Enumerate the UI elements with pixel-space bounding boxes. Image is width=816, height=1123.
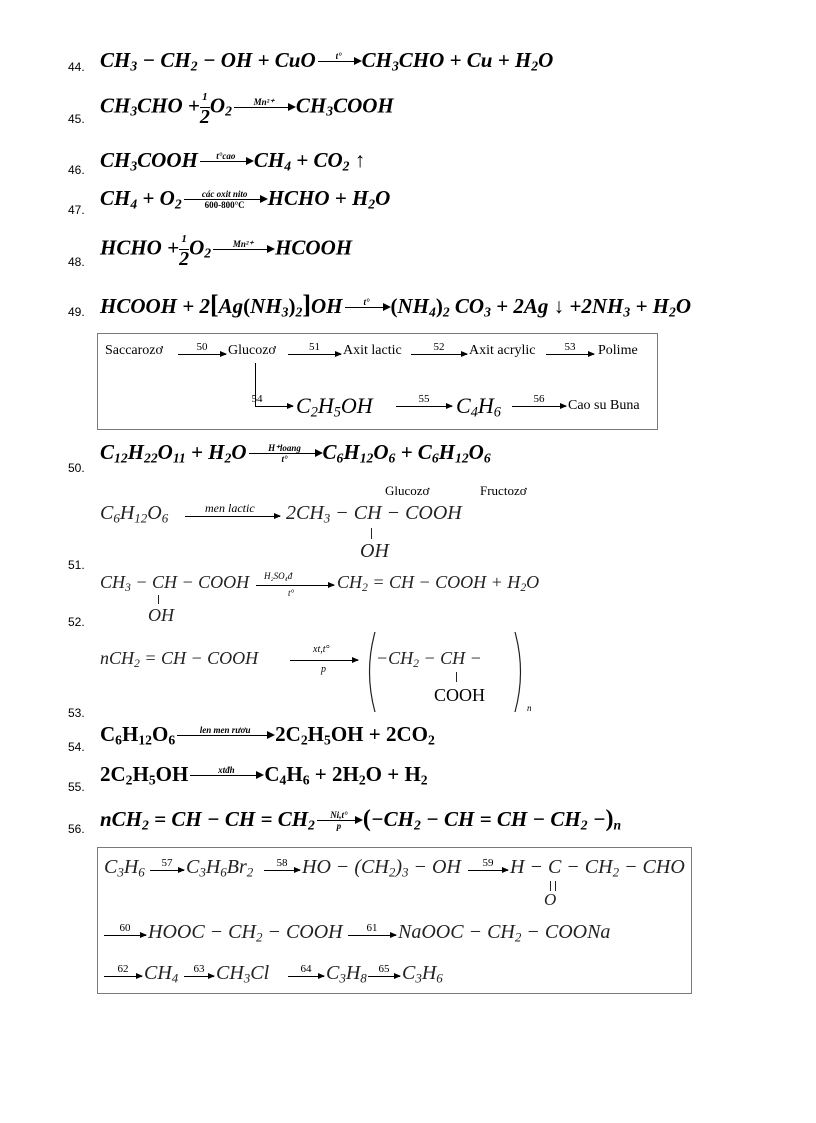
condition-label: t° [288, 588, 295, 598]
compound-cao-su-buna: Cao su Buna [568, 398, 640, 413]
line-number: 51. [68, 558, 85, 572]
step-number: 57 [161, 857, 173, 869]
condition-label: H₂SO₄đ [264, 571, 293, 581]
equation-51-b: $2CH_3$ − CH − COOH [286, 502, 462, 526]
reaction-scheme-box-2: $C_3H_6$ 57 $C_3H_6Br_2$ 58 HO − $(CH_2)_3$ − OH 59 $H - C - CH_2$ − CHO O 60 HOOC − $CH_2$ − COOH 61 NaOOC − $CH_2$ − COONa 62 $CH_4$ 63 $CH_3Cl$ 64 $C_3H_8$ 65 $C_3H_6$ [97, 847, 692, 994]
condition-label: H⁺loang [268, 443, 301, 454]
condition-label: len men rươu [199, 725, 251, 736]
condition-label: Mn²⁺ [232, 238, 254, 249]
condition-label: các oxit nito [201, 189, 248, 200]
step-number: 56 [533, 393, 545, 405]
polymer-bracket-left [362, 630, 378, 714]
step-number: 61 [366, 922, 378, 934]
reaction-scheme-box [97, 333, 658, 430]
polymer-bracket-right [512, 630, 528, 714]
cooh-group: COOH [434, 685, 486, 705]
condition-label: xtđh [218, 765, 235, 776]
condition-label: t° [363, 297, 370, 308]
label-fructozo: Fructozơ [480, 483, 527, 498]
equation-51-c: $CH_3$ − CH − COOH [100, 572, 250, 594]
equation-54: $C_6H_{12}O_6$ len men rươu $2C_2H_5OH + 2CO_2$ [100, 722, 435, 748]
line-number: 56. [68, 822, 85, 836]
line-number: 50. [68, 461, 85, 475]
equation-51-oh: OH [360, 540, 389, 562]
line-number: 46. [68, 163, 85, 177]
step-number: 63 [193, 963, 205, 975]
equation-45: $CH_3CHO$ + $\frac{1}{2}$ $O_2$ Mn²⁺ $CH_3COOH$ [100, 88, 394, 127]
condition-label: t° [281, 454, 288, 465]
compound-c4h6: $C_4H_6$ [456, 393, 501, 421]
equation-52-a: nCH$_2$ = CH − COOH [100, 648, 259, 670]
step-number: 50 [196, 341, 208, 353]
line-number: 44. [68, 60, 85, 74]
line-number: 55. [68, 780, 85, 794]
equation-56: nCH$_2$ = CH − CH = $CH_2$ $\frac{Ni,t^\circ}{p}$ ($-CH_2$ − CH = CH − $CH_2 -)_n$ [100, 806, 622, 833]
step-number: 60 [119, 922, 131, 934]
condition-label: Ni,t° [330, 810, 348, 821]
line-number: 45. [68, 112, 85, 126]
line-number: 48. [68, 255, 85, 269]
step-number: 53 [564, 341, 576, 353]
equation-55: $2C_2H_5OH$ xtđh $C_4H_6 + 2H_2O + H_2$ [100, 762, 428, 788]
step-number: 65 [378, 963, 390, 975]
step-number: 52 [433, 341, 445, 353]
line-number: 53. [68, 706, 85, 720]
equation-51-a: $C_6H_{12}O_6$ [100, 502, 169, 526]
compound-polime: Polime [598, 343, 638, 358]
condition-label: xt,t° [313, 644, 330, 655]
condition-label: t° [335, 51, 342, 62]
equation-46: $CH_3COOH$ t°cao $CH_4 + CO_2$ ↑ [100, 148, 366, 174]
compound-glucozo: Glucozơ [228, 343, 276, 358]
equation-44: $CH_3 - CH_2$ − OH + CuO t° $CH_3CHO + Cu + H_2O$ [100, 48, 554, 74]
polymer-n: n [527, 703, 532, 713]
condition-label: 600-800°C [204, 200, 245, 211]
condition-label: p [336, 821, 342, 832]
step-number: 54 [251, 393, 263, 405]
condition-label: p [321, 664, 326, 675]
compound-axit-lactic: Axit lactic [343, 343, 402, 358]
condition-label: t°cao [216, 151, 236, 162]
step-number: 58 [276, 857, 288, 869]
compound-c2h5oh: $C_2H_5OH$ [296, 393, 373, 421]
line-number: 54. [68, 740, 85, 754]
condition-label: men lactic [205, 501, 255, 515]
equation-50: $C_{12}H_{22}O_{11} + H_2O$ H⁺loang t° $C_6H_{12}O_6 + C_6H_{12}O_6$ [100, 440, 491, 466]
label-glucozo: Glucozơ [385, 483, 430, 498]
line-number: 49. [68, 305, 85, 319]
equation-47: $CH_4 + O_2$ các oxit nito 600-800°C HCHO + $H_2O$ [100, 186, 391, 212]
equation-51-oh2: OH [148, 605, 174, 625]
equation-48: HCHO + $\frac{1}{2}$ $O_2$ Mn²⁺ HCOOH [100, 230, 352, 269]
compound-saccarozo: Saccarozơ [105, 343, 163, 358]
step-number: 59 [482, 857, 494, 869]
line-number: 47. [68, 203, 85, 217]
compound-axit-acrylic: Axit acrylic [469, 343, 536, 358]
line-number: 52. [68, 615, 85, 629]
step-number: 51 [309, 341, 320, 353]
step-number: 55 [418, 393, 430, 405]
equation-49: HCOOH + $2[Ag(NH_3)_2]OH$ t° $(NH_4)_2$ $CO_3 + 2Ag$ ↓ $+2NH_3 + H_2O$ [100, 290, 692, 320]
equation-52-b: $-CH_2$ − CH − [376, 648, 482, 670]
condition-label: Mn²⁺ [253, 96, 275, 107]
step-number: 64 [300, 963, 312, 975]
step-number: 62 [117, 963, 129, 975]
equation-51-d: $CH_2$ = CH − COOH + $H_2O$ [337, 572, 540, 594]
